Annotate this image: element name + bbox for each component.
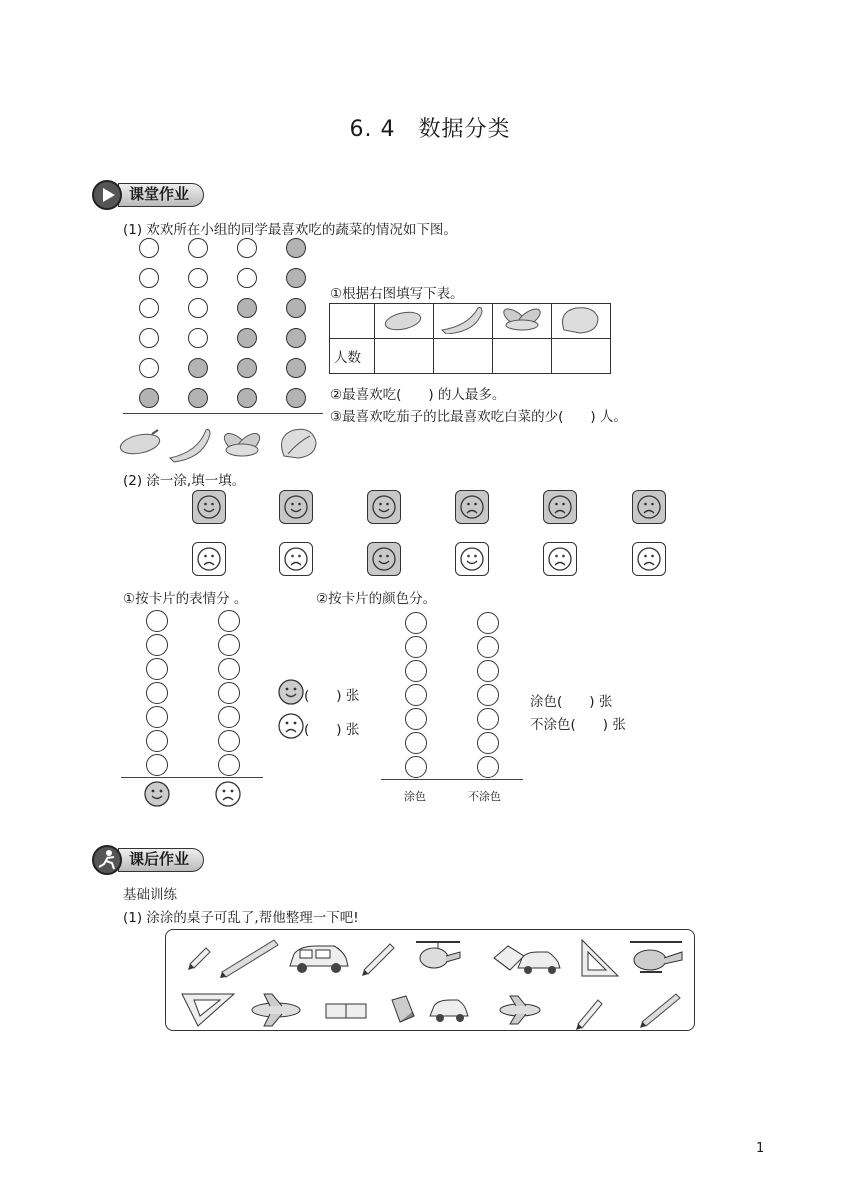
uncolored-stack-circle[interactable] [477,708,499,730]
tally-circle-cucumber [237,298,257,318]
triangle-ruler-icon [182,994,234,1026]
pencil-icon [640,994,680,1028]
q2-sub1: ①按卡片的表情分 。 [123,591,248,607]
tally-circle-eggplant [139,238,159,258]
colored-stack-circle[interactable] [405,756,427,778]
eraser-icon [326,1004,366,1018]
colored-stack-circle[interactable] [405,660,427,682]
play-icon [92,180,122,210]
section-label: 课堂作业 [118,183,204,207]
tally-circle-pepper [188,268,208,288]
tally-circle-eggplant [139,328,159,348]
helicopter-icon [630,942,682,972]
smile-icon [278,679,304,705]
eraser-icon [392,996,414,1022]
color-baseline [381,779,523,780]
frown-stack-circle[interactable] [218,658,240,680]
q1-sub3: ③最喜欢吃茄子的比最喜欢吃白菜的少( ) 人。 [330,409,627,425]
eggplant-icon [119,430,162,457]
q2-sub2: ②按卡片的颜色分。 [316,591,437,607]
frown-face-card[interactable] [279,542,313,576]
triangle-ruler-icon [582,940,618,976]
pencil-icon [362,944,394,976]
runner-icon [92,845,122,875]
tally-circle-pepper [188,328,208,348]
frown-face-card[interactable] [192,542,226,576]
frown-face-card[interactable] [455,490,489,524]
basic-training-label: 基础训练 [123,887,177,903]
smile-icon [372,547,396,571]
axis-label-colored: 涂色 [404,790,426,803]
helicopter-icon [416,942,460,968]
colored-stack-circle[interactable] [405,612,427,634]
uncolored-stack-circle[interactable] [477,612,499,634]
colored-stack-circle[interactable] [405,708,427,730]
q1-sub2: ②最喜欢吃( ) 的人最多。 [330,387,506,403]
tally-circle-cucumber [237,238,257,258]
frown-face-card[interactable] [632,490,666,524]
pencil-icon [576,1000,602,1030]
vegetable-icons [118,424,328,464]
frown-stack-circle[interactable] [218,754,240,776]
table-corner [330,304,375,339]
section-label: 课后作业 [118,848,204,872]
tally-circle-eggplant [139,268,159,288]
tally-circle-pepper [188,238,208,258]
axis-label-uncolored: 不涂色 [468,790,501,803]
frown-icon [637,547,661,571]
tally-circle-cabbage [286,328,306,348]
uncolored-stack-circle[interactable] [477,684,499,706]
car-icon [518,952,560,974]
tally-circle-cabbage [286,358,306,378]
frown-face-card[interactable] [543,490,577,524]
colored-stack-circle[interactable] [405,636,427,658]
smile-icon [144,781,170,807]
table-cucumber [493,304,552,339]
cucumber-icon [221,430,263,459]
tally-circle-cabbage [286,298,306,318]
tally-circle-cabbage [286,388,306,408]
frown-count-blank[interactable]: ( ) 张 [304,722,360,738]
frown-icon [460,495,484,519]
page-title: 6. 4 数据分类 [349,117,511,142]
pencil-icon [188,948,210,970]
frown-icon [548,495,572,519]
table-cabbage [552,304,611,339]
smile-stack-circle[interactable] [146,730,168,752]
tally-circle-cabbage [286,268,306,288]
frown-icon [278,713,304,739]
frown-stack-circle[interactable] [218,706,240,728]
frown-icon [284,547,308,571]
car-icon [430,1000,468,1022]
smile-icon [372,495,396,519]
tally-circle-eggplant [139,298,159,318]
smile-face-card[interactable] [279,490,313,524]
table-row-label: 人数 [330,339,375,374]
car-icon [290,946,348,973]
frown-face-card[interactable] [543,542,577,576]
smile-stack-circle[interactable] [146,682,168,704]
uncolored-count-blank[interactable]: 不涂色( ) 张 [530,717,626,733]
tally-circle-pepper [188,388,208,408]
desk-box [165,929,695,1031]
homework-q1-prompt: (1) 涂涂的桌子可乱了,帮他整理一下吧! [123,910,359,926]
question-2-prompt: (2) 涂一涂,填一填。 [123,473,246,489]
tally-circle-cucumber [237,388,257,408]
uncolored-stack-circle[interactable] [477,756,499,778]
frown-icon [548,547,572,571]
answer-cell[interactable] [375,339,434,374]
airplane-icon [500,996,540,1024]
colored-stack-circle[interactable] [405,684,427,706]
table-eggplant [375,304,434,339]
colored-stack-circle[interactable] [405,732,427,754]
question-1-prompt: (1) 欢欢所在小组的同学最喜欢吃的蔬菜的情况如下图。 [123,222,457,238]
cabbage-icon [282,429,316,458]
smile-count-blank[interactable]: ( ) 张 [304,688,360,704]
answer-cell[interactable] [552,339,611,374]
q1-sub1: ①根据右图填写下表。 [330,286,464,302]
colored-count-blank[interactable]: 涂色( ) 张 [530,694,613,710]
frown-icon [215,781,241,807]
desk-items [166,930,696,1032]
airplane-icon [252,994,300,1026]
chart-baseline [123,413,323,414]
face-baseline [121,777,263,778]
smile-face-card[interactable] [192,490,226,524]
smile-icon [460,547,484,571]
frown-icon [637,495,661,519]
smile-icon [284,495,308,519]
tally-circle-pepper [188,298,208,318]
smile-stack-circle[interactable] [146,658,168,680]
frown-face-card[interactable] [632,542,666,576]
answer-cell[interactable] [434,339,493,374]
smile-face-card[interactable] [367,490,401,524]
uncolored-stack-circle[interactable] [477,636,499,658]
section-banner-homework [92,845,204,875]
section-banner-classwork [92,180,204,210]
page-number: 1 [756,1141,765,1156]
answer-cell[interactable] [493,339,552,374]
pencil-icon [220,940,278,978]
uncolored-stack-circle[interactable] [477,732,499,754]
tally-circle-cucumber [237,268,257,288]
frown-stack-circle[interactable] [218,730,240,752]
frown-stack-circle[interactable] [218,682,240,704]
pepper-icon [170,430,210,463]
tally-circle-eggplant [139,358,159,378]
frown-stack-circle[interactable] [218,610,240,632]
tally-circle-cabbage [286,238,306,258]
vegetable-table [329,303,611,374]
smile-face-card[interactable] [367,542,401,576]
smile-stack-circle[interactable] [146,610,168,632]
smile-icon [197,495,221,519]
smile-face-card[interactable] [455,542,489,576]
smile-stack-circle[interactable] [146,706,168,728]
table-pepper [434,304,493,339]
tally-circle-cucumber [237,358,257,378]
uncolored-stack-circle[interactable] [477,660,499,682]
smile-stack-circle[interactable] [146,634,168,656]
smile-stack-circle[interactable] [146,754,168,776]
frown-icon [197,547,221,571]
tally-circle-eggplant [139,388,159,408]
tally-circle-cucumber [237,328,257,348]
tally-circle-pepper [188,358,208,378]
frown-stack-circle[interactable] [218,634,240,656]
